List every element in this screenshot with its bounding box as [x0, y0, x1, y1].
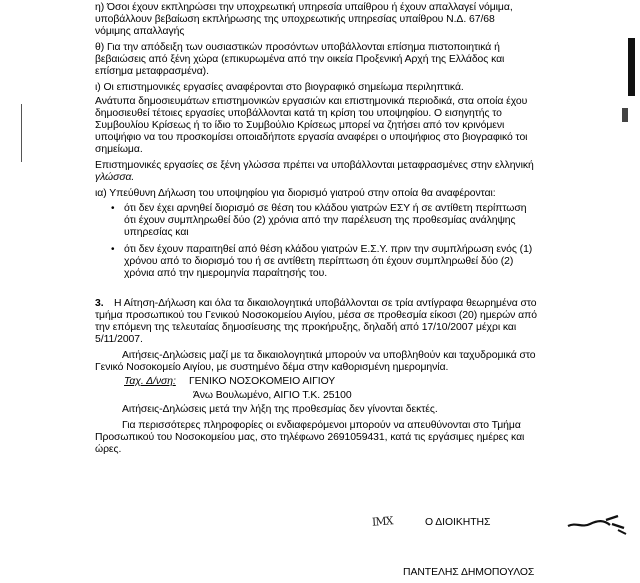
para-foreign-line-1: Επιστημονικές εργασίες σε ξένη γλώσσα πρέπει να υποβάλλονται μεταφρασμένες στην ελληνική [95, 160, 534, 171]
bullet-dot-1: • [111, 203, 115, 214]
bullet-dot-2: • [111, 244, 115, 255]
bullet-2-line-2: χρόνου από το διορισμό του ή σε αντίθετη περίπτωση ότι έχουν συμπληρωθεί δύο (2) [124, 256, 514, 267]
address-name: ΓΕΝΙΚΟ ΝΟΣΟΚΟΜΕΙΟ ΑΙΓΙΟΥ [189, 376, 336, 387]
scan-margin-speck [622, 108, 628, 122]
section-3-line-3: την επόμενη της τελευταίας δημοσίευσης της προκήρυξης, δηλαδή από 17/10/2007 μέχρι και [95, 322, 517, 333]
para-eta-line-3: νόμιμης απαλλαγής [95, 26, 185, 37]
scan-margin-line [21, 104, 22, 162]
bullet-2-line-3: χρόνια από την ημερομηνία παραίτησής του. [124, 268, 328, 279]
para-ia: ια) Υπεύθυνη Δήλωση του υποψηφίου για διορισμό γιατρού στην οποία θα αναφέρονται: [95, 188, 496, 199]
para-eta-line-2: υποβάλλουν βεβαίωση εκπλήρωσης της υποχρεωτικής υπηρεσίας υπαίθρου Ν.Δ. 67/68 [95, 14, 495, 25]
address-label: Ταχ. Δ/νση: [124, 376, 176, 387]
para-submit-line-2: Γενικό Νοσοκομείο Αιγίου, με συστημένο δέμα στην καθορισμένη ημερομηνία. [95, 362, 449, 373]
para-iota: ι) Οι επιστημονικές εργασίες αναφέρονται στο βιογραφικό σημείωμα περιληπτικά. [95, 82, 464, 93]
para-reprints-line-3: Συμβουλίου Κρίσεως ή το ίδιο το Συμβούλιο Κρίσεως μπορεί να ζητήσει από τον κρινόμενι [95, 120, 505, 131]
para-reprints-line-1: Ανάτυπα δημοσιευμάτων επιστημονικών εργασιών και επιστημονικά περιοδικά, στα οποία έχου [95, 96, 528, 107]
bullet-1-line-3: υπηρεσίας και [124, 227, 189, 238]
section-3-line-4: 5/11/2007. [95, 334, 143, 345]
para-foreign-line-2: γλώσσα. [95, 172, 135, 183]
bullet-2-line-1: ότι δεν έχουν παραιτηθεί από θέση κλάδου γιατρών Ε.Σ.Υ. πριν την συμπλήρωση ενός (1) [124, 244, 533, 255]
bullet-1-line-2: ότι έχουν συμπληρωθεί δύο (2) χρόνια από την παρέλευση της προθεσμίας ανάληψης [124, 215, 516, 226]
para-info-line-2: Προσωπικού του Νοσοκομείου μας, στο τηλέφωνο 2691059431, κατά τις εργάσιμες ημέρες και [95, 432, 525, 443]
director-title: Ο ΔΙΟΙΚΗΤΗΣ [425, 517, 491, 528]
para-theta-line-2: βεβαιώσεις από ξένη χώρα (επικυρωμένα από την οικεία Προξενική Αρχή της Ελλάδος και [95, 54, 505, 65]
director-name: ΠΑΝΤΕΛΗΣ ΔΗΜΟΠΟΥΛΟΣ [403, 567, 535, 578]
para-reprints-line-2: δημοσιευθεί τέτοιες εργασίες υποβάλλονται κατά τη κρίση του υποψηφίου. Ο εισηγητής το [95, 108, 502, 119]
signature-mark [566, 512, 628, 538]
scan-margin-bar [628, 38, 635, 96]
para-info-line-3: ώρες. [95, 444, 122, 455]
section-3-number: 3. [95, 298, 104, 309]
para-reprints-line-5: σημείωμα. [95, 144, 143, 155]
address-street: Άνω Βουλωμένο, ΑΙΓΙΟ Τ.Κ. 25100 [193, 390, 352, 401]
para-reprints-line-4: υποψήφιο να του προσκομίσει οποιαδήποτε εργασία αναφέρει ο υποψήφιος στο βιογραφικό τοι [95, 132, 528, 143]
section-3-line-1: Η Αίτηση-Δήλωση και όλα τα δικαιολογητικά υποβάλλονται σε τρία αντίγραφα θεωρημένα στο [114, 298, 537, 309]
para-info-line-1: Για περισσότερες πληροφορίες οι ενδιαφερόμενοι μπορούν να απευθύνονται στο Τμήμα [122, 420, 521, 431]
para-submit-line-1: Αιτήσεις-Δηλώσεις μαζί με τα δικαιολογητικά μπορούν να υποβληθούν και ταχυδρομικά στο [122, 350, 536, 361]
para-theta-line-1: θ) Για την απόδειξη των ουσιαστικών προσόντων υποβάλλονται επίσημα πιστοποιητικά ή [95, 42, 500, 53]
bullet-1-line-1: ότι δεν έχει αρνηθεί διορισμό σε θέση του κλάδου γιατρών ΕΣΥ ή σε αντίθετη περίπτωση [124, 203, 527, 214]
para-eta-line-1: η) Όσοι έχουν εκπληρώσει την υποχρεωτική υπηρεσία υπαίθρου ή έχουν απαλλαγεί νόμιμα, [95, 2, 513, 13]
para-late: Αιτήσεις-Δηλώσεις μετά την λήξη της προθεσμίας δεν γίνονται δεκτές. [122, 404, 438, 415]
stamp-fragment: ΙΜΧ [371, 514, 393, 529]
para-theta-line-3: επίσημα μεταφρασμένα). [95, 66, 209, 77]
section-3-line-2: τμήμα προσωπικού του Γενικού Νοσοκομείου Αιγίου, μέσα σε προθεσμία είκοσι (20) ημερών από [95, 310, 537, 321]
